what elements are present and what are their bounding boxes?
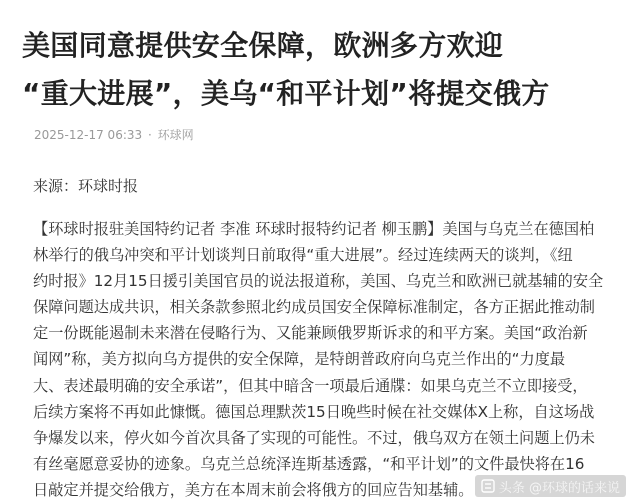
body-line: 闻网”称，美方拟向乌方提供的安全保障，是特朗普政府向乌克兰作出的“力度最 bbox=[33, 350, 566, 369]
watermark-text: 头条 @环球的话来说 bbox=[498, 480, 620, 496]
body-line: 日敲定并提交给俄方，美方在本周末前会将俄方的回应告知基辅。 bbox=[33, 480, 474, 499]
body-line: 定一份既能遏制未来潜在侵略行为、又能兼顾俄罗斯诉求的和平方案。美国“政治新 bbox=[33, 324, 588, 343]
article-source: 来源：环球时报 bbox=[33, 177, 139, 195]
watermark bbox=[475, 475, 626, 497]
article-title-line: “重大进展”，美乌“和平计划”将提交俄方 bbox=[22, 77, 550, 110]
publish-date: 2025-12-17 06:33 bbox=[34, 128, 143, 142]
body-line: 争爆发以来，停火如今首次具备了实现的可能性。不过，俄乌双方在领土问题上仍未 bbox=[33, 428, 595, 447]
body-line: 林举行的俄乌冲突和平计划谈判日前取得“重大进展”。经过连续两天的谈判，《纽 bbox=[33, 246, 573, 265]
body-line: 后续方案将不再如此慷慨。德国总理默茨15日晚些时候在社交媒体X上称，自这场战 bbox=[33, 402, 595, 421]
body-line: 大、表述最明确的安全承诺”，但其中暗含一项最后通牒：如果乌克兰不立即接受， bbox=[33, 376, 588, 395]
meta-separator: · bbox=[147, 128, 152, 142]
body-line: 保障问题达成共识，相关条款参照北约成员国安全保障标准制定，各方正据此推动制 bbox=[33, 298, 595, 317]
body-line: 有丝毫愿意妥协的迹象。乌克兰总统泽连斯基透露，“和平计划”的文件最快将在16 bbox=[33, 454, 585, 473]
body-line: 约时报》12月15日援引美国官员的说法报道称，美国、乌克兰和欧洲已就基辅的安全 bbox=[33, 272, 604, 291]
article-title bbox=[22, 22, 622, 118]
article-body bbox=[33, 216, 623, 499]
article-meta bbox=[34, 127, 194, 143]
article-title-line: 美国同意提供安全保障，欧洲多方欢迎 bbox=[22, 29, 504, 62]
toutiao-logo-icon bbox=[481, 479, 495, 493]
publisher-link[interactable]: 环球网 bbox=[157, 128, 194, 142]
body-line: 【环球时报驻美国特约记者 李准 环球时报特约记者 柳玉鹏】美国与乌克兰在德国柏 bbox=[33, 220, 595, 238]
